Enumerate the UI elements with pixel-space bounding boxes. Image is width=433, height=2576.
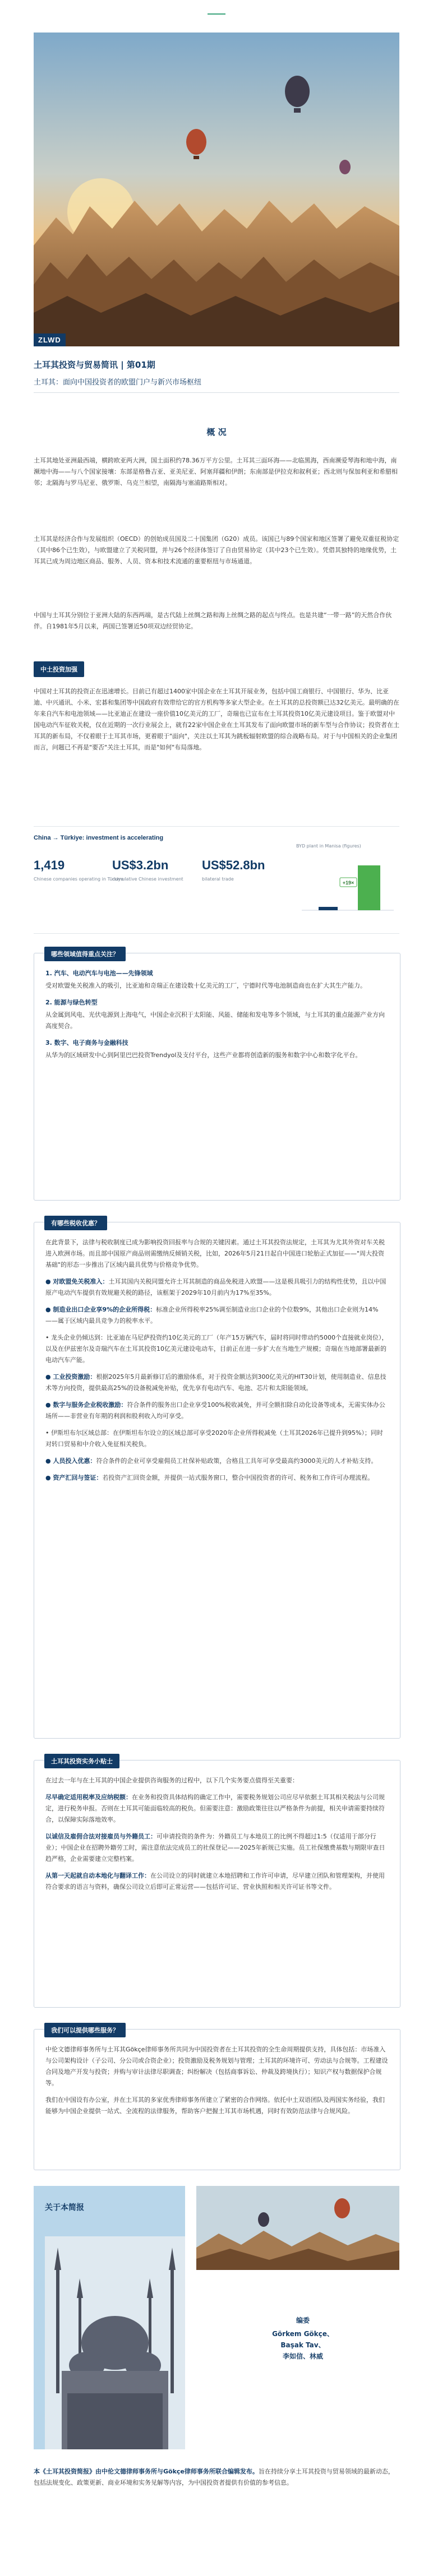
stat-investment-label: cumulative Chinese investment xyxy=(112,877,183,882)
stat-investment-value: US$3.2bn xyxy=(112,858,169,872)
services-tag: 我们可以提供哪些服务？ xyxy=(44,2023,126,2037)
sectors-tag: 哪些领域值得重点关注？ xyxy=(44,947,126,961)
about-section xyxy=(34,2186,399,2449)
sector-3-body: 从华为的区域研发中心到阿里巴巴投资Trendyol及支付平台，这些产业都将创造新的服务和数字中心和数字化平台。 xyxy=(45,1051,362,1059)
bar-chart-svg xyxy=(296,849,399,921)
investment-stats-card xyxy=(34,826,399,934)
brand-badge: ZLWD xyxy=(34,333,66,346)
chart-caption: BYD plant in Manisa (figures) xyxy=(296,844,361,849)
editorial-board xyxy=(219,2315,387,2362)
stat-trade-label: bilateral trade xyxy=(202,877,234,882)
byd-mini-chart xyxy=(296,844,399,928)
overview-heading-text: 概 况 xyxy=(203,426,229,438)
footer-rest: 旨在持续分享土耳其投资与贸易领域的最新动态，包括法规变化、政策更新、商业环境和实务见解等内容，为中国投资者提供有价值的参考信息。 xyxy=(34,2468,394,2486)
stat-trade-value: US$52.8bn xyxy=(202,858,265,872)
sector-1-body: 受对欧盟免关税准入的吸引，比亚迪和奇瑞正在建设数十亿美元的工厂，宁德时代等电池制造商也在扩大其生产能力。 xyxy=(45,982,366,989)
advantage-7: ● 人员投入优惠：符合条件的企业可享受雇佣员工社保补贴政策，合格且工具年可享受最高约3000美元的人才补贴支持。 xyxy=(45,1457,377,1465)
sector-1-heading: 1. 汽车、电动汽车与电池——先锋领域 xyxy=(45,970,153,977)
services-paragraph-2: 我们在中国设有办公室，并在土耳其的多家优秀律师事务所建立了紧密的合作网络。依托中土双语团队及两国实务经验，我们能够为中国企业提供一站式、全流程的法律服务，帮助客户把握土耳其市场机遇，同时有效防范法律与合规风险。 xyxy=(45,2096,385,2115)
footer-bold: 本《土耳其投资简报》由中伦文德律师事务所与Gökçe律师事务所联合编辑发布。 xyxy=(34,2468,259,2475)
services-box xyxy=(34,2029,400,2170)
newsletter-subtitle: 土耳其：面向中国投资者的欧盟门户与新兴市场枢纽 xyxy=(34,378,202,387)
stat-companies-label: Chinese companies operating in Türkiye xyxy=(34,877,124,882)
bar-before xyxy=(319,907,338,910)
hurdle-2: 以诚信及雇佣合法对接雇员与外籍员工：可申请投资的条件为：外籍员工与本地员工的比例不得超过1:5（仅适用于部分行业）；中国企业在招聘外籍劳工时，需注意依法完成员工的社保登记——2025年新规已实施。员工社保缴费基数与期限审查日趋严格，企业需要建立完整档案。 xyxy=(45,1833,385,1862)
hero-illustration xyxy=(34,33,399,346)
title-block xyxy=(34,359,399,387)
hurdles-box xyxy=(34,1760,400,2008)
advantage-5: ● 数字与服务企业税收激励：符合条件的服务出口企业享受100%税收减免，并可全额扣除自动化设备等成本，无需实体办公场所——非营业有年期的利润和股利收入均可享受。 xyxy=(45,1401,385,1420)
advantage-4: ● 工业投资激励：根据2025年5月最新修订后的激励体系，对于投资金额达到300亿美元的HIT30计划，使用制造业、信息技术等方向投资，提供最高25%的设备税减免补贴，优先享有电动汽车、电池、芯片和太阳能领域。 xyxy=(45,1373,386,1392)
advantages-intro: 在此背景下，法律与税收制度已成为影响投资回报率与合规的关键因素。通过土耳其投资法规定，土耳其为尤其外资对车关税进入欧洲市场。而且部中国原产商品则需缴纳反倾销关税，比如，2026年5月21日起自中国进口轮胎正式加征——"周大投资基础"的形态一步推出了区域内最具优势与价格竞争优势。 xyxy=(45,1239,385,1268)
sectors-box xyxy=(34,953,400,1201)
hurdles-intro: 在过去一年与在土耳其的中国企业提供咨询服务的过程中，以下几个实务要点值得至关重要： xyxy=(45,1777,298,1784)
advantage-1: ● 对欧盟免关税准入：土耳其国内关税同盟允许土耳其制造的商品免税进入欧盟——这是极具吸引力的结构性优势，且以中国原产电动汽车提供有效规避关税的路径，该框架于2029年10月前内为17%至35%。 xyxy=(45,1278,386,1296)
editor-2: Başak Tav、 xyxy=(280,2341,325,2349)
title-divider xyxy=(34,392,399,393)
about-title: 关于本简报 xyxy=(34,2186,185,2231)
stat-trade xyxy=(202,858,265,883)
about-mosque-image xyxy=(45,2236,185,2449)
hurdle-1: 尽早确定适用税率及应纳税额：在业务和投资具体结构的确定工作中，需要税务规划公司应尽早依据土耳其相关税法与公司规定，进行税务申报。否则在土耳其可能面临较高的税负。但需要注意：激励政策往往以严格条件为前提，相关申请需要持续符合，以保障实际落地效率。 xyxy=(45,1794,385,1823)
advantage-6: • 伊斯坦布尔区域总部：在伊斯坦布尔设立的区域总部可享受2020年企业所得税减免（土耳其2026年已提升到95%）；同时对转口贸易和中介收入免征相关税负。 xyxy=(45,1429,383,1448)
stat-companies-value: 1,419 xyxy=(34,858,65,872)
sector-2-heading: 2. 能源与绿色转型 xyxy=(45,999,98,1006)
hurdles-tag: 土耳其投资实务小贴士 xyxy=(44,1754,119,1768)
mosque-illustration xyxy=(45,2236,185,2449)
overview-paragraph-2: 土耳其是经济合作与发展组织（OECD）的创始成员国及二十国集团（G20）成员。该国已与89个国家和地区签署了避免双重征税协定（其中86个已生效），与欧盟建立了关税同盟，并与26个经济体签订了自由贸易协定（其中23个已生效）。凭借其独特的地缘优势，土耳其已成为周边地区商品、服务、人员、资本和技术流通的重要枢纽与市场通道。 xyxy=(34,535,399,565)
sector-2-body: 从金属到风电、光伏电源到上海电气，中国企业沉积于太阳能、风能、储能和发电等多个领域，与土耳其的重点能源产业方向高度契合。 xyxy=(45,1011,385,1030)
stats-title: China → Türkiye: investment is accelerating xyxy=(34,835,164,841)
hurdle-3: 从第一天起就自动本地化与翻译工作：在公司设立的同时就建立本地招聘和工作许可申请，尽早建立团队和管理架构，并使用符合要求的语言与资料，确保公司设立后即可正常运营——包括许可证、营业执照和相关许可证书等文件。 xyxy=(45,1872,385,1891)
top-accent-rule xyxy=(208,13,225,15)
overview-paragraph-3: 中国与土耳其分别位于亚洲大陆的东西两端，是古代陆上丝绸之路和海上丝绸之路的起点与终点。也是共建“一带一路”的天然合作伙伴。自1981年5月以来，两国已签署近50项双边经贸协定。 xyxy=(34,611,392,630)
investment-tag: 中土投资加强 xyxy=(34,661,84,677)
advantage-3: • 龙头企业仍倾达到：比亚迪在马尼萨投资约10亿美元的工厂（年产15万辆汽车，届时将同时带动约5000个直接就业岗位），以及在伊兹密尔及奇瑞汽车在土耳其投资10亿美元建设电动车，目前正在进一步扩大在当地生产规模；奇瑞在当地部署最新的电动汽车产能。 xyxy=(45,1334,388,1364)
overview-paragraph-1: 土耳其地处亚洲最西端，横跨欧亚两大洲，国土面积约78.36万平方公里。土耳其三面环海——北临黑海，西南濒爱琴海和地中海，南濒地中海——与八个国家接壤：东部是格鲁吉亚、亚美尼亚、阿塞拜疆和伊朗；东南部是伊拉克和叙利亚；西北则与保加利亚和希腊相邻；北隔海与罗马尼亚、俄罗斯、乌克兰相望，南隔海与塞浦路斯相对。 xyxy=(34,457,398,487)
hero-image-cappadocia xyxy=(34,33,399,346)
stat-companies xyxy=(34,858,123,883)
stat-investment xyxy=(112,858,183,883)
balloon-illustration xyxy=(196,2186,399,2270)
bar-after xyxy=(358,865,380,910)
advantages-box xyxy=(34,1222,400,1739)
sector-3-heading: 3. 数字、电子商务与金融科技 xyxy=(45,1039,128,1046)
editor-3: 李如信、林威 xyxy=(282,2352,323,2360)
newsletter-title: 土耳其投资与贸易简讯 | 第01期 xyxy=(34,360,155,370)
about-footer-paragraph xyxy=(34,2466,399,2489)
advantage-8: ● 资产汇回与签证：若投资产汇回资金额，并提供一站式服务窗口，整合中国投资者的许可、税务和工作许可办理流程。 xyxy=(45,1474,374,1481)
advantage-2: ● 制造业出口企业享9%的企业所得税：标准企业所得税率25%调至制造业出口企业的个位数9%，其他出口企业则为14%——属于区域内最具竞争力的税率水平。 xyxy=(45,1306,379,1324)
advantages-tag: 有哪些税收优惠？ xyxy=(44,1216,107,1230)
editor-1: Görkem Gökçe、 xyxy=(272,2330,334,2338)
services-paragraph-1: 中伦文德律师事务所与土耳其Gökçe律师事务所共同为中国投资者在土耳其投资的全生命周期提供支持，具体包括：市场准入与公司架构设计（子公司、分公司或合资企业）；投资激励及税务规划与管理；土耳其的环境许可、劳动法与合规等。工程建设合同及地产开发与投资；并购与审计法律尽职调查；纠纷解决（包括商事诉讼、仲裁及跨境执行）；知识产权与数据保护合规等。 xyxy=(45,2046,388,2087)
overview-heading xyxy=(0,426,433,438)
investment-paragraph: 中国对土耳其的投资正在迅速增长。目前已有超过1400家中国企业在土耳其开展业务，包括中国工商银行、中国银行、华为、比亚迪、中兴通讯、小米、宏碁和集团等中国政府有效带给它的官方机构等多家大型企业。在土耳其的总投资额已达32亿美元。最明确的在年来自汽车和电池领域——比亚迪正在建设一座价值10亿美元的工厂，奇瑞也已宣布在土耳其投资10亿美元建设项目。鉴于欧盟对中国电动汽车征收关税，仅在近期的一次行业展会上，就有22家中国企业在土耳其发布了面向欧盟市场的新车型与合作协议；投资者在土耳其的新布局，不仅着眼于土耳其市场，更着眼于"面向"，关注以土耳其为跳板辐射欧盟的综合战略布局。对于与中国相关的企业集团而言，问题已不再是"要否"关注土耳其，而是"如何"布局落地。 xyxy=(34,688,399,751)
growth-badge: +19× xyxy=(342,880,354,886)
about-balloon-image xyxy=(196,2186,399,2270)
editors-label: 编委 xyxy=(296,2316,310,2324)
